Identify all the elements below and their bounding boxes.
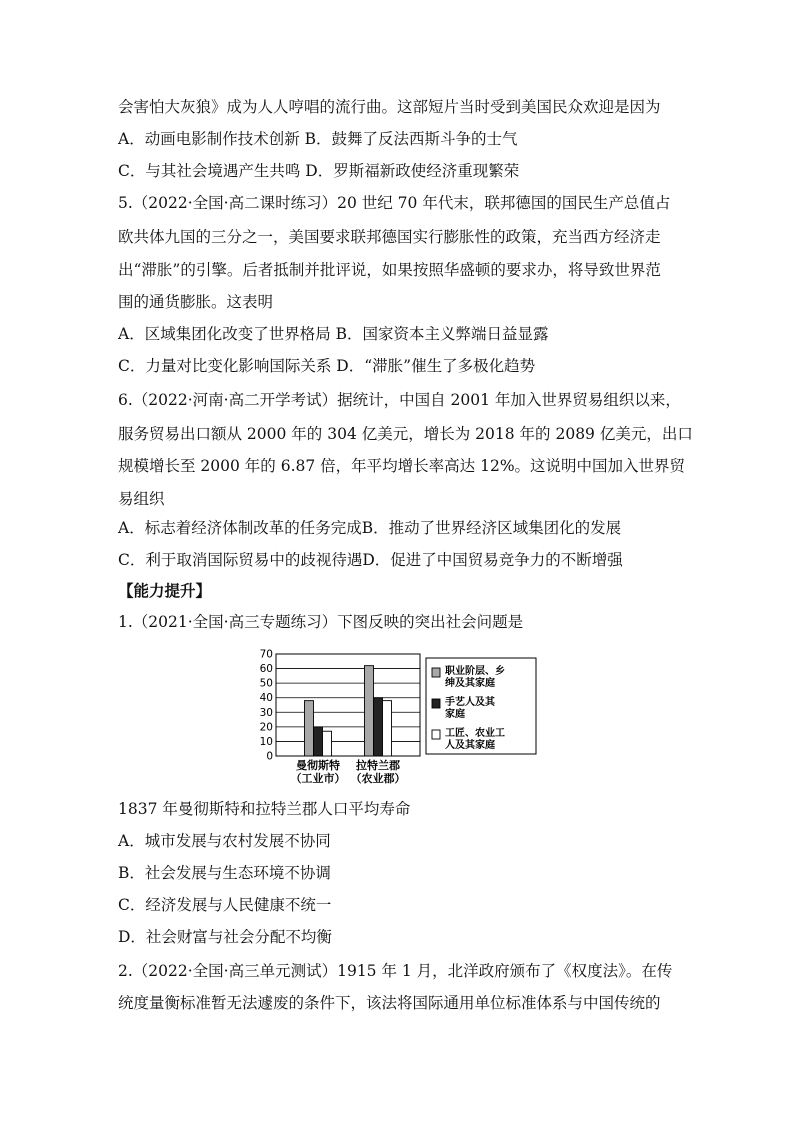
legend-swatch — [432, 699, 440, 708]
text-line: 欧共体九国的三分之一，美国要求联邦德国实行膨胀性的政策，充当西方经济走 — [118, 228, 661, 246]
bar — [323, 731, 332, 756]
bar — [305, 701, 314, 756]
x-tick-label: 曼彻斯特 — [296, 759, 340, 772]
text-line: 出“滞胀”的引擎。后者抵制并批评说，如果按照华盛顿的要求办，将导致世界范 — [118, 261, 661, 279]
y-tick-label: 70 — [259, 648, 273, 661]
option-line: C．经济发展与人民健康不统一 — [118, 896, 332, 914]
legend-label: 家庭 — [445, 709, 465, 720]
bar — [383, 701, 392, 756]
y-tick-label: 0 — [266, 750, 273, 763]
chart-caption: 1837 年曼彻斯特和拉特兰郡人口平均寿命 — [118, 800, 411, 818]
bar — [374, 698, 383, 756]
y-tick-label: 40 — [259, 692, 273, 705]
text-line: 围的通货膨胀。这表明 — [118, 293, 274, 311]
x-tick-label: （工业市） — [290, 772, 346, 785]
question-2-line: 2.（2022·全国·高三单元测试）1915 年 1 月，北洋政府颁布了《权度法》。在传 — [118, 962, 673, 980]
y-tick-label: 10 — [259, 735, 273, 748]
y-tick-label: 60 — [259, 663, 273, 676]
plot-area — [276, 654, 420, 756]
option-line: A．区域集团化改变了世界格局 B．国家资本主义弊端日益显露 — [118, 325, 549, 343]
bar — [365, 666, 374, 756]
question-6-line: 6.（2022·河南·高二开学考试）据统计，中国自 2001 年加入世界贸易组织以来， — [118, 391, 681, 409]
life-expectancy-chart — [246, 644, 546, 794]
text-line: 规模增长至 2000 年的 6.87 倍，年平均增长率高达 12%。这说明中国加入世界贸 — [118, 457, 686, 475]
x-tick-label: （农业郡） — [350, 772, 406, 785]
section-heading: 【能力提升】 — [118, 581, 212, 600]
text-line: 会害怕大灰狼》成为人人哼唱的流行曲。这部短片当时受到美国民众欢迎是因为 — [118, 98, 661, 116]
question-1-line: 1.（2021·全国·高三专题练习）下图反映的突出社会问题是 — [118, 613, 524, 631]
y-tick-label: 20 — [259, 721, 273, 734]
option-line: B．社会发展与生态环境不协调 — [118, 864, 331, 882]
chart-svg — [246, 644, 546, 794]
option-line: C．与其社会境遇产生共鸣 D．罗斯福新政使经济重现繁荣 — [118, 162, 520, 180]
legend-label: 职业阶层、乡 — [445, 666, 505, 677]
bar — [314, 727, 323, 756]
option-line: A．动画电影制作技术创新 B．鼓舞了反法西斯斗争的士气 — [118, 130, 518, 148]
y-tick-label: 50 — [259, 677, 273, 690]
legend-swatch — [432, 730, 440, 739]
option-line: A．标志着经济体制改革的任务完成B．推动了世界经济区域集团化的发展 — [118, 519, 622, 537]
text-line: 统度量衡标准暂无法遽废的条件下，该法将国际通用单位标准体系与中国传统的 — [118, 994, 661, 1012]
legend-label: 手艺人及其 — [445, 697, 495, 708]
option-line: C．力量对比变化影响国际关系 D．“滞胀”催生了多极化趋势 — [118, 357, 536, 375]
y-tick-label: 30 — [259, 706, 273, 719]
x-tick-label: 拉特兰郡 — [356, 759, 400, 772]
legend-label: 绅及其家庭 — [445, 678, 495, 689]
option-line: D．社会财富与社会分配不均衡 — [118, 928, 332, 946]
option-line: A．城市发展与农村发展不协同 — [118, 832, 331, 850]
option-line: C．利于取消国际贸易中的歧视待遇D．促进了中国贸易竞争力的不断增强 — [118, 551, 623, 569]
text-line: 服务贸易出口额从 2000 年的 304 亿美元，增长为 2018 年的 2089 亿美元，出口 — [118, 425, 693, 443]
question-5-line: 5.（2022·全国·高二课时练习）20 世纪 70 年代末，联邦德国的国民生产总值占 — [118, 194, 671, 212]
legend-label: 人及其家庭 — [445, 740, 495, 751]
legend-label: 工匠、农业工 — [445, 728, 505, 739]
text-line: 易组织 — [118, 490, 165, 508]
legend-swatch — [432, 668, 440, 677]
